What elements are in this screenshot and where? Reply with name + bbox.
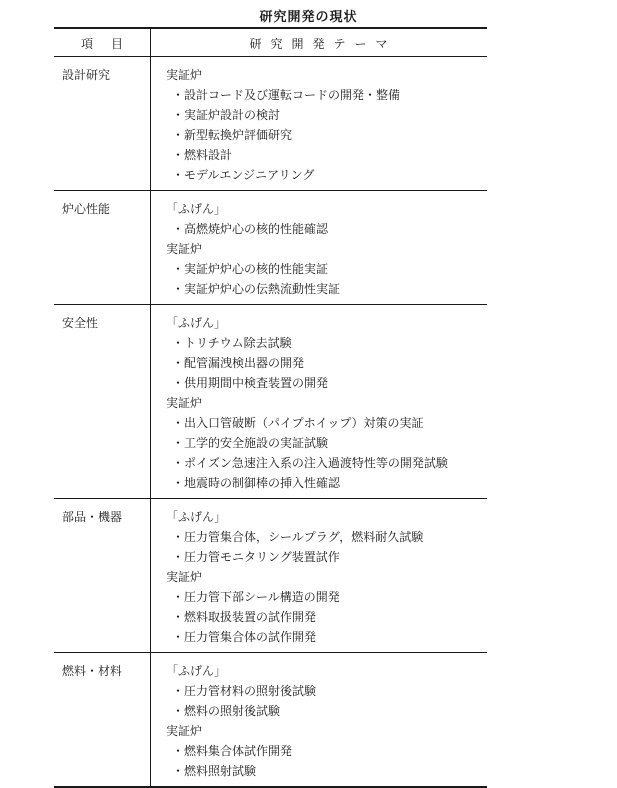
theme-text: 実証炉: [166, 396, 203, 410]
theme-text: 燃料設計: [184, 148, 233, 162]
theme-item: [166, 741, 487, 761]
theme-item: [166, 85, 487, 105]
theme-item: [166, 701, 487, 721]
bullet-glyph: ・: [172, 108, 185, 122]
table-row: [54, 653, 487, 788]
theme-group-label: [166, 721, 487, 741]
table-row: [54, 499, 487, 653]
theme-item: [166, 219, 487, 239]
theme-text: モデルエンジニアリング: [184, 168, 315, 182]
theme-item: [166, 373, 487, 393]
theme-list: [166, 661, 487, 781]
bullet-glyph: ・: [172, 684, 185, 698]
theme-list: [166, 313, 487, 493]
theme-text: 燃料集合体試作開発: [184, 744, 293, 758]
category-label: 設計研究: [62, 68, 111, 82]
bullet-glyph: ・: [172, 550, 185, 564]
theme-group-label: [166, 507, 487, 527]
theme-text: 実証炉設計の検討: [184, 108, 281, 122]
theme-text: 工学的安全施設の実証試験: [184, 436, 329, 450]
theme-item: [166, 527, 487, 547]
theme-text: 新型転換炉評価研究: [184, 128, 293, 142]
theme-text: 圧力管モニタリング装置試作: [184, 550, 340, 564]
theme-text: 供用期間中検査装置の開発: [184, 376, 329, 390]
bullet-glyph: ・: [172, 590, 185, 604]
bullet-glyph: ・: [172, 356, 185, 370]
theme-text: 実証炉炉心の核的性能実証: [184, 262, 329, 276]
table-row: [54, 57, 487, 191]
theme-item: [166, 547, 487, 567]
theme-item: [166, 413, 487, 433]
category-label: 安全性: [62, 316, 99, 330]
theme-text: 地震時の制御棒の挿入性確認: [184, 476, 341, 490]
theme-item: [166, 761, 487, 781]
theme-text: 「ふげん」: [166, 202, 227, 216]
theme-text: 出入口管破断（パイプホイップ）対策の実証: [184, 416, 424, 430]
bullet-glyph: ・: [172, 744, 185, 758]
category-label: 炉心性能: [62, 202, 111, 216]
theme-group-label: [166, 65, 487, 85]
bullet-glyph: ・: [172, 456, 185, 470]
theme-list: [166, 199, 487, 299]
bullet-glyph: ・: [172, 704, 185, 718]
theme-text: 実証炉: [166, 242, 203, 256]
theme-list: [166, 507, 487, 647]
theme-text: 実証炉: [166, 570, 203, 584]
category-label: 燃料・材料: [62, 664, 123, 678]
bullet-glyph: ・: [172, 168, 185, 182]
bullet-glyph: ・: [172, 630, 185, 644]
theme-item: [166, 587, 487, 607]
theme-group-label: [166, 661, 487, 681]
category-label: 部品・機器: [62, 510, 123, 524]
bullet-glyph: ・: [172, 88, 185, 102]
table-body: [54, 57, 487, 788]
theme-item: [166, 333, 487, 353]
bullet-glyph: ・: [172, 262, 185, 276]
theme-text: 圧力管集合体，シールプラグ，燃料耐久試験: [184, 530, 424, 544]
theme-text: 圧力管集合体の試作開発: [184, 630, 317, 644]
theme-text: 燃料照射試験: [184, 764, 257, 778]
column-divider: [150, 29, 151, 788]
theme-item: [166, 105, 487, 125]
theme-item: [166, 259, 487, 279]
theme-text: 実証炉炉心の伝熱流動性実証: [184, 282, 341, 296]
bullet-glyph: ・: [172, 148, 185, 162]
bullet-glyph: ・: [172, 376, 185, 390]
theme-item: [166, 353, 487, 373]
theme-item: [166, 681, 487, 701]
theme-text: ポイズン急速注入系の注入過渡特性等の開発試験: [184, 456, 448, 470]
header-theme-column: 研究開発テーマ: [249, 37, 397, 51]
theme-group-label: [166, 199, 487, 219]
bullet-glyph: ・: [172, 530, 185, 544]
bullet-glyph: ・: [172, 222, 185, 236]
bullet-glyph: ・: [172, 764, 185, 778]
bullet-glyph: ・: [172, 416, 185, 430]
theme-text: 「ふげん」: [166, 510, 227, 524]
theme-item: [166, 607, 487, 627]
theme-text: 実証炉: [166, 724, 203, 738]
theme-item: [166, 125, 487, 145]
bullet-glyph: ・: [172, 336, 185, 350]
bullet-glyph: ・: [172, 282, 185, 296]
theme-group-label: [166, 239, 487, 259]
bullet-glyph: ・: [172, 610, 185, 624]
theme-text: 燃料取扱装置の試作開発: [184, 610, 317, 624]
table-header: [54, 29, 487, 57]
theme-text: 圧力管下部シール構造の開発: [184, 590, 340, 604]
theme-item: [166, 473, 487, 493]
theme-group-label: [166, 567, 487, 587]
theme-text: 「ふげん」: [166, 664, 227, 678]
table-row: [54, 191, 487, 305]
theme-item: [166, 433, 487, 453]
bullet-glyph: ・: [172, 436, 185, 450]
theme-text: 設計コード及び運転コードの開発・整備: [184, 88, 401, 102]
theme-item: [166, 165, 487, 185]
bullet-glyph: ・: [172, 128, 185, 142]
theme-text: 高燃焼炉心の核的性能確認: [184, 222, 329, 236]
theme-text: 実証炉: [166, 68, 203, 82]
theme-text: 配管漏洩検出器の開発: [184, 356, 305, 370]
theme-group-label: [166, 393, 487, 413]
table-row: [54, 305, 487, 499]
theme-text: 圧力管材料の照射後試験: [184, 684, 317, 698]
theme-list: [166, 65, 487, 185]
bullet-glyph: ・: [172, 476, 185, 490]
theme-item: [166, 145, 487, 165]
theme-item: [166, 627, 487, 647]
header-item-column: 項目: [80, 37, 141, 51]
research-table: [54, 27, 487, 788]
theme-text: 「ふげん」: [166, 316, 227, 330]
theme-text: トリチウム除去試験: [184, 336, 292, 350]
theme-group-label: [166, 313, 487, 333]
theme-item: [166, 279, 487, 299]
document-title: 研究開発の現状: [259, 10, 358, 25]
theme-item: [166, 453, 487, 473]
theme-text: 燃料の照射後試験: [184, 704, 281, 718]
